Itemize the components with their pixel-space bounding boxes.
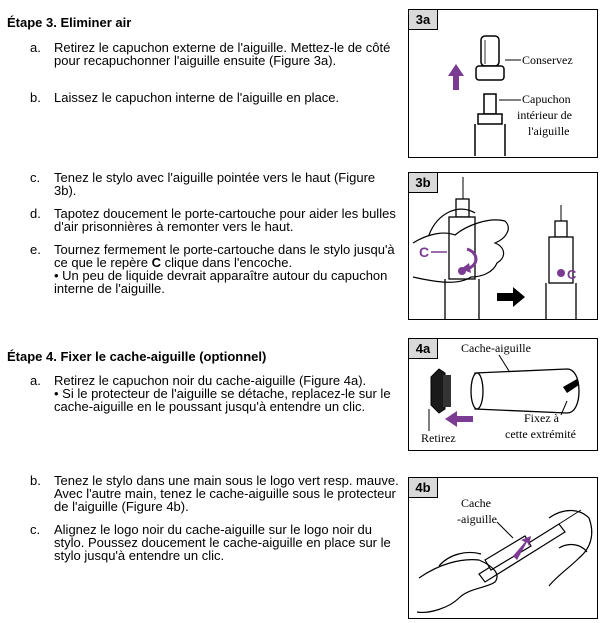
item-text-part: Tournez fermement le porte-cartouche dans le stylo jusqu'à ce que le repère <box>54 242 395 270</box>
item-letter: c. <box>30 522 41 537</box>
c-right-label: C <box>567 267 577 282</box>
figure-label: 4b <box>409 478 438 498</box>
item-text: Tenez le stylo avec l'aiguille pointée vers le haut (Figure 3b). <box>54 170 376 198</box>
figure-3b <box>408 172 598 320</box>
item-letter: d. <box>30 206 41 221</box>
cache-label-line2: -aiguille <box>457 512 497 526</box>
c-left-label: C <box>419 244 430 260</box>
fix-label-line2: cette extrémité <box>505 427 576 441</box>
step3-heading: Étape 3. Eliminer air <box>7 15 132 30</box>
item-text: Tenez le stylo dans une main sous le logo vert resp. mauve. Avec l'autre main, tenez le cache-aiguille sous le protecteur de l'aiguille (Figure 4b). <box>54 473 399 514</box>
inner-cap-label-line1: Capuchon <box>522 92 571 106</box>
inner-cap-label-line2: intérieur de <box>517 108 572 122</box>
item-text-part: clique dans l'encoche. <box>160 255 293 270</box>
item-letter: e. <box>30 242 41 257</box>
figure-label: 3b <box>409 173 438 193</box>
item-bullet: • Un peu de liquide devrait apparaître autour du capuchon interne de l'aiguille. <box>54 268 388 296</box>
keep-label: Conservez <box>522 53 573 67</box>
step4-heading: Étape 4. Fixer le cache-aiguille (optionnel) <box>7 349 267 364</box>
cache-aiguille-label: Cache-aiguille <box>461 341 531 355</box>
figure-4b <box>408 477 598 619</box>
item-text <box>54 374 399 413</box>
item-text-bold: C <box>151 255 161 270</box>
item-text: Tapotez doucement le porte-cartouche pour aider les bulles d'air prisonnières à remonter vers le haut. <box>54 206 396 234</box>
item-letter: c. <box>30 170 41 185</box>
remove-label: Retirez <box>421 431 456 445</box>
item-bullet: • Si le protecteur de l'aiguille se détache, replacez-le sur le cache-aiguille en le poussant jusqu'à entendre un clic. <box>54 386 391 414</box>
item-letter: b. <box>30 473 41 488</box>
item-text: Laissez le capuchon interne de l'aiguille en place. <box>54 90 340 105</box>
item-letter: b. <box>30 90 41 105</box>
figure-label: 4a <box>409 339 438 359</box>
item-letter: a. <box>30 373 41 388</box>
item-letter: a. <box>30 40 41 55</box>
item-text: Retirez le capuchon externe de l'aiguille. Mettez-le de côté pour recapuchonner l'aiguille ensuite (Figure 3a). <box>54 40 391 68</box>
item-text: Alignez le logo noir du cache-aiguille sur le logo noir du stylo. Poussez doucement le cache-aiguille en place sur le stylo jusqu'à entendre un clic. <box>54 522 391 563</box>
inner-cap-label-line3: l'aiguille <box>528 124 570 138</box>
figure-3b-drawing <box>409 173 597 319</box>
item-text-part: Retirez le capuchon noir du cache-aiguille (Figure 4a). <box>54 373 367 388</box>
cache-label-line1: Cache <box>461 496 491 510</box>
figure-label: 3a <box>409 10 438 30</box>
figure-4a <box>408 338 598 451</box>
fix-label-line1: Fixez à <box>524 411 559 425</box>
figure-3a <box>408 9 598 158</box>
item-text <box>54 243 399 295</box>
figure-4b-drawing <box>409 478 597 618</box>
